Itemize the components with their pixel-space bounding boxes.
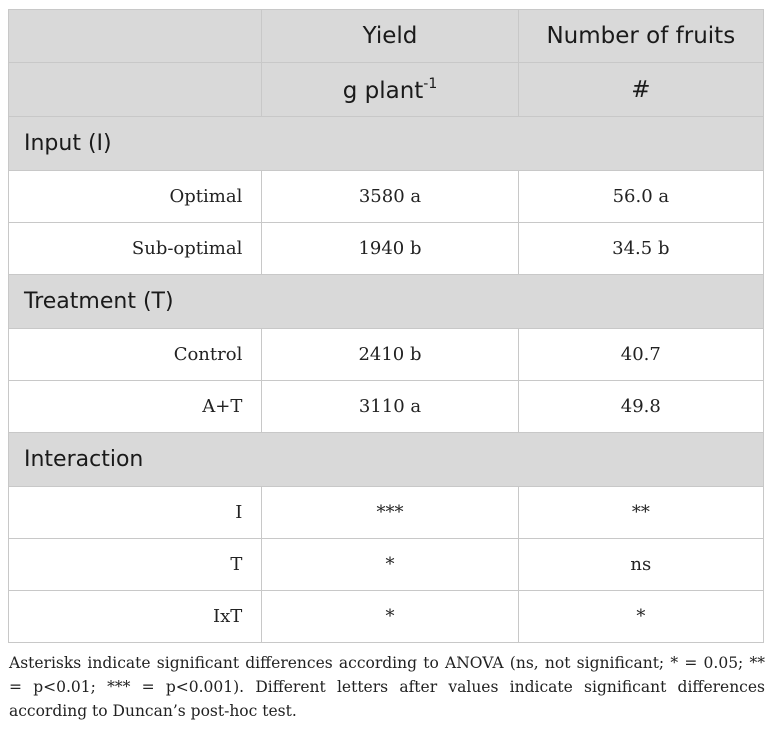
table-footnote: Asterisks indicate significant differences according to ANOVA (ns, not significant; * = 0.05; ** = p<0.01; *** = p<0.001). Different letters after values indicate significant differences according to Duncan’s post-hoc test. (9, 654, 765, 720)
header-empty-cell (9, 63, 262, 117)
yield-cell: *** (262, 487, 518, 539)
fruits-cell: 56.0 a (518, 171, 763, 223)
header-empty-cell (9, 10, 262, 63)
table-row (9, 539, 764, 591)
header-yield-unit (262, 63, 518, 117)
header-number-of-fruits: Number of fruits (518, 10, 763, 63)
fruits-cell: ** (518, 487, 763, 539)
section-title: Input (I) (9, 117, 764, 171)
table-row (9, 329, 764, 381)
results-table (8, 9, 764, 643)
yield-cell: 3580 a (262, 171, 518, 223)
header-row-1 (9, 10, 764, 63)
row-label: Optimal (9, 171, 262, 223)
row-label: A+T (9, 381, 262, 433)
row-label: Sub-optimal (9, 223, 262, 275)
fruits-cell: 40.7 (518, 329, 763, 381)
yield-unit-base: g plant (342, 77, 424, 104)
section-row-interaction (9, 433, 764, 487)
fruits-cell: 49.8 (518, 381, 763, 433)
fruits-cell: ns (518, 539, 763, 591)
header-row-2 (9, 63, 764, 117)
header-fruits-unit: # (518, 63, 763, 117)
row-label: Control (9, 329, 262, 381)
table-row (9, 381, 764, 433)
yield-cell: 1940 b (262, 223, 518, 275)
row-label: T (9, 539, 262, 591)
yield-unit-superscript: -1 (423, 75, 438, 92)
header-yield: Yield (262, 10, 518, 63)
table-row (9, 223, 764, 275)
table-row (9, 171, 764, 223)
yield-cell: * (262, 591, 518, 643)
yield-cell: 3110 a (262, 381, 518, 433)
table-row (9, 487, 764, 539)
table-row (9, 591, 764, 643)
section-title: Treatment (T) (9, 275, 764, 329)
fruits-cell: * (518, 591, 763, 643)
fruits-cell: 34.5 b (518, 223, 763, 275)
section-row-treatment (9, 275, 764, 329)
yield-cell: 2410 b (262, 329, 518, 381)
yield-cell: * (262, 539, 518, 591)
section-row-input (9, 117, 764, 171)
row-label: I (9, 487, 262, 539)
section-title: Interaction (9, 433, 764, 487)
row-label: IxT (9, 591, 262, 643)
